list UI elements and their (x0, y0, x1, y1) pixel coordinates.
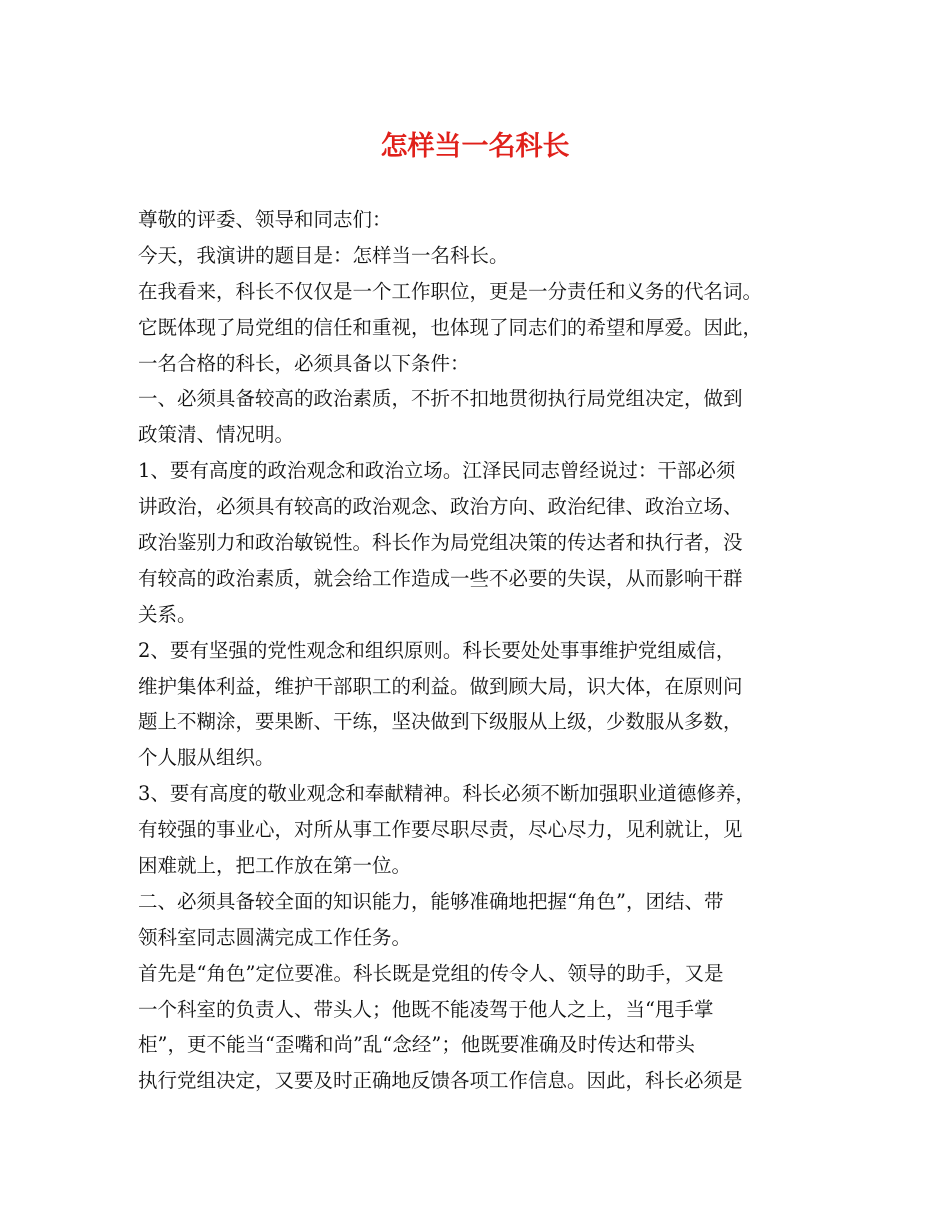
text-line: 柜”，更不能当“歪嘴和尚”乱“念经”；他既要准确及时传达和带头 (138, 1033, 695, 1057)
text-line: 2、要有坚强的党性观念和组织原则。科长要处处事事维护党组威信， (138, 638, 736, 662)
text-line: 困难就上，把工作放在第一位。 (138, 854, 412, 878)
text-line: 有较高的政治素质，就会给工作造成一些不必要的失误，从而影响干群 (138, 566, 743, 590)
text-line: 首先是“角色”定位要准。科长既是党组的传令人、领导的助手，又是 (138, 961, 724, 985)
text-line: 政策清、情况明。 (138, 423, 295, 447)
text-line: 个人服从组织。 (138, 746, 275, 770)
text-line: 尊敬的评委、领导和同志们： (138, 208, 392, 231)
text-line: 有较强的事业心，对所从事工作要尽职尽责，尽心尽力，见利就让，见 (138, 818, 743, 842)
text-line: 执行党组决定，又要及时正确地反馈各项工作信息。因此，科长必须是 (138, 1069, 743, 1093)
text-line: 维护集体利益，维护干部职工的利益。做到顾大局，识大体，在原则问 (138, 674, 743, 698)
text-line: 1、要有高度的政治观念和政治立场。江泽民同志曾经说过：干部必须 (138, 459, 736, 483)
text-line: 领科室同志圆满完成工作任务。 (138, 925, 412, 949)
text-line: 题上不糊涂，要果断、干练，坚决做到下级服从上级，少数服从多数， (138, 710, 743, 734)
text-line: 一个科室的负责人、带头人；他既不能凌驾于他人之上，当“甩手掌 (138, 997, 714, 1021)
text-line: 它既体现了局党组的信任和重视，也体现了同志们的希望和厚爱。因此， (138, 315, 763, 339)
text-line: 二、必须具备较全面的知识能力，能够准确地把握“角色”，团结、带 (138, 889, 724, 913)
text-line: 一名合格的科长，必须具备以下条件： (138, 351, 470, 375)
text-line: 关系。 (138, 602, 197, 626)
text-line: 政治鉴别力和政治敏锐性。科长作为局党组决策的传达者和执行者，没 (138, 531, 743, 555)
text-line: 在我看来，科长不仅仅是一个工作职位，更是一分责任和义务的代名词。 (138, 279, 763, 303)
text-line: 讲政治，必须具有较高的政治观念、政治方向、政治纪律、政治立场、 (138, 495, 743, 519)
text-line: 一、必须具备较高的政治素质，不折不扣地贯彻执行局党组决定，做到 (138, 387, 743, 411)
text-line: 今天，我演讲的题目是：怎样当一名科长。 (138, 243, 509, 267)
document-body (138, 202, 828, 1099)
text-line: 3、要有高度的敬业观念和奉献精神。科长必须不断加强职业道德修养， (138, 782, 755, 806)
page-title: 怎样当一名科长 (380, 131, 570, 162)
